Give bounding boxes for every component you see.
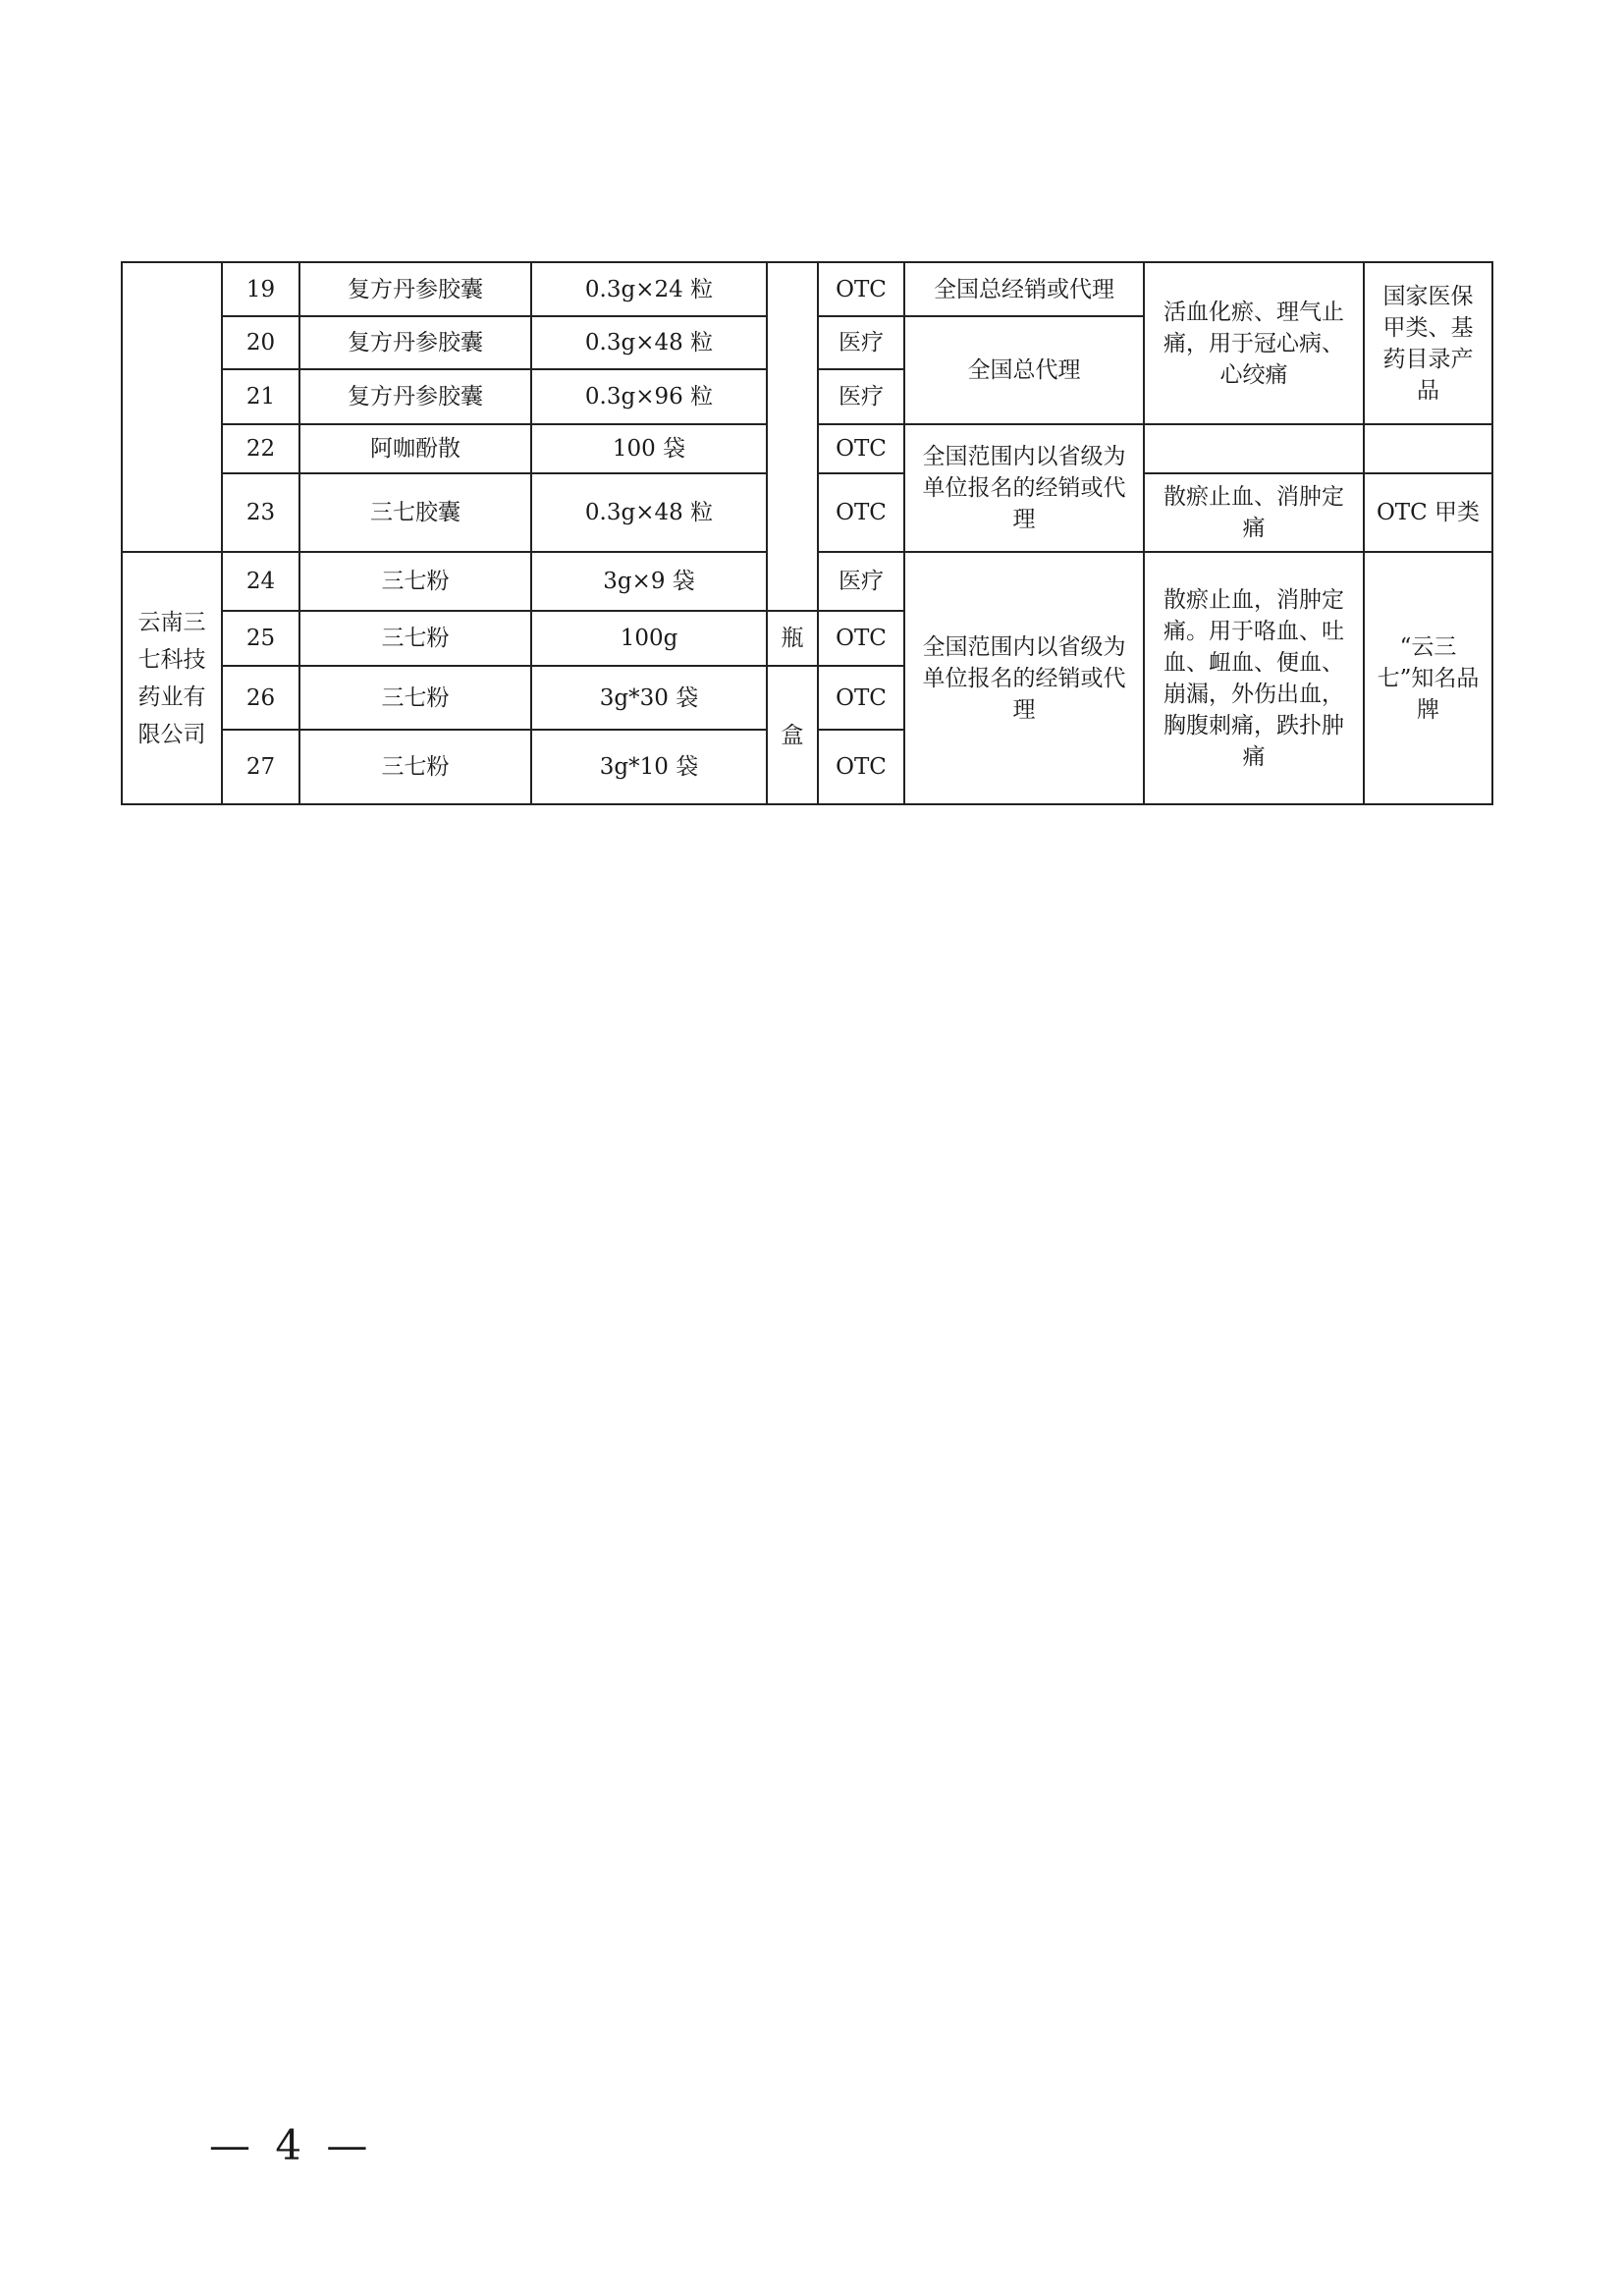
product-name: 复方丹参胶囊 — [299, 262, 531, 316]
distribution-mode: 全国范围内以省级为单位报名的经销或代理 — [904, 552, 1144, 804]
product-type: OTC — [818, 473, 904, 552]
product-name: 复方丹参胶囊 — [299, 316, 531, 369]
product-name: 三七粉 — [299, 666, 531, 730]
product-name: 阿咖酚散 — [299, 424, 531, 473]
row-number: 22 — [222, 424, 299, 473]
row-number: 26 — [222, 666, 299, 730]
remark: OTC 甲类 — [1364, 473, 1492, 552]
indication: 散瘀止血，消肿定痛。用于咯血、吐血、衄血、便血、崩漏，外伤出血，胸腹刺痛，跌扑肿痛 — [1144, 552, 1364, 804]
distribution-mode: 全国总经销或代理 — [904, 262, 1144, 316]
product-type: 医疗 — [818, 552, 904, 611]
indication: 散瘀止血、消肿定痛 — [1144, 473, 1364, 552]
unit-cell-blank — [767, 262, 818, 611]
product-unit: 瓶 — [767, 611, 818, 666]
product-name: 三七胶囊 — [299, 473, 531, 552]
product-type: 医疗 — [818, 369, 904, 424]
distribution-mode: 全国范围内以省级为单位报名的经销或代理 — [904, 424, 1144, 552]
product-name: 复方丹参胶囊 — [299, 369, 531, 424]
product-name: 三七粉 — [299, 552, 531, 611]
table-row — [122, 262, 1492, 316]
product-type: OTC — [818, 262, 904, 316]
product-table — [121, 261, 1493, 805]
product-spec: 0.3g×96 粒 — [531, 369, 767, 424]
company-cell-blank — [122, 262, 222, 552]
product-spec: 100 袋 — [531, 424, 767, 473]
product-spec: 3g×9 袋 — [531, 552, 767, 611]
row-number: 19 — [222, 262, 299, 316]
product-spec: 3g*30 袋 — [531, 666, 767, 730]
indication: 活血化瘀、理气止痛，用于冠心病、心绞痛 — [1144, 262, 1364, 424]
row-number: 27 — [222, 730, 299, 804]
product-type: 医疗 — [818, 316, 904, 369]
product-unit: 盒 — [767, 666, 818, 804]
row-number: 21 — [222, 369, 299, 424]
distribution-mode: 全国总代理 — [904, 316, 1144, 424]
company-name: 云南三七科技药业有限公司 — [122, 552, 222, 804]
product-name: 三七粉 — [299, 611, 531, 666]
page-number: — 4 — — [209, 2121, 374, 2169]
product-spec: 0.3g×48 粒 — [531, 316, 767, 369]
remark: “云三七”知名品牌 — [1364, 552, 1492, 804]
product-spec: 3g*10 袋 — [531, 730, 767, 804]
remark: 国家医保甲类、基药目录产品 — [1364, 262, 1492, 424]
indication-blank — [1144, 424, 1364, 473]
product-spec: 100g — [531, 611, 767, 666]
product-type: OTC — [818, 611, 904, 666]
product-type: OTC — [818, 666, 904, 730]
row-number: 20 — [222, 316, 299, 369]
row-number: 25 — [222, 611, 299, 666]
product-type: OTC — [818, 730, 904, 804]
row-number: 24 — [222, 552, 299, 611]
product-type: OTC — [818, 424, 904, 473]
remark-blank — [1364, 424, 1492, 473]
product-spec: 0.3g×24 粒 — [531, 262, 767, 316]
product-spec: 0.3g×48 粒 — [531, 473, 767, 552]
product-name: 三七粉 — [299, 730, 531, 804]
row-number: 23 — [222, 473, 299, 552]
